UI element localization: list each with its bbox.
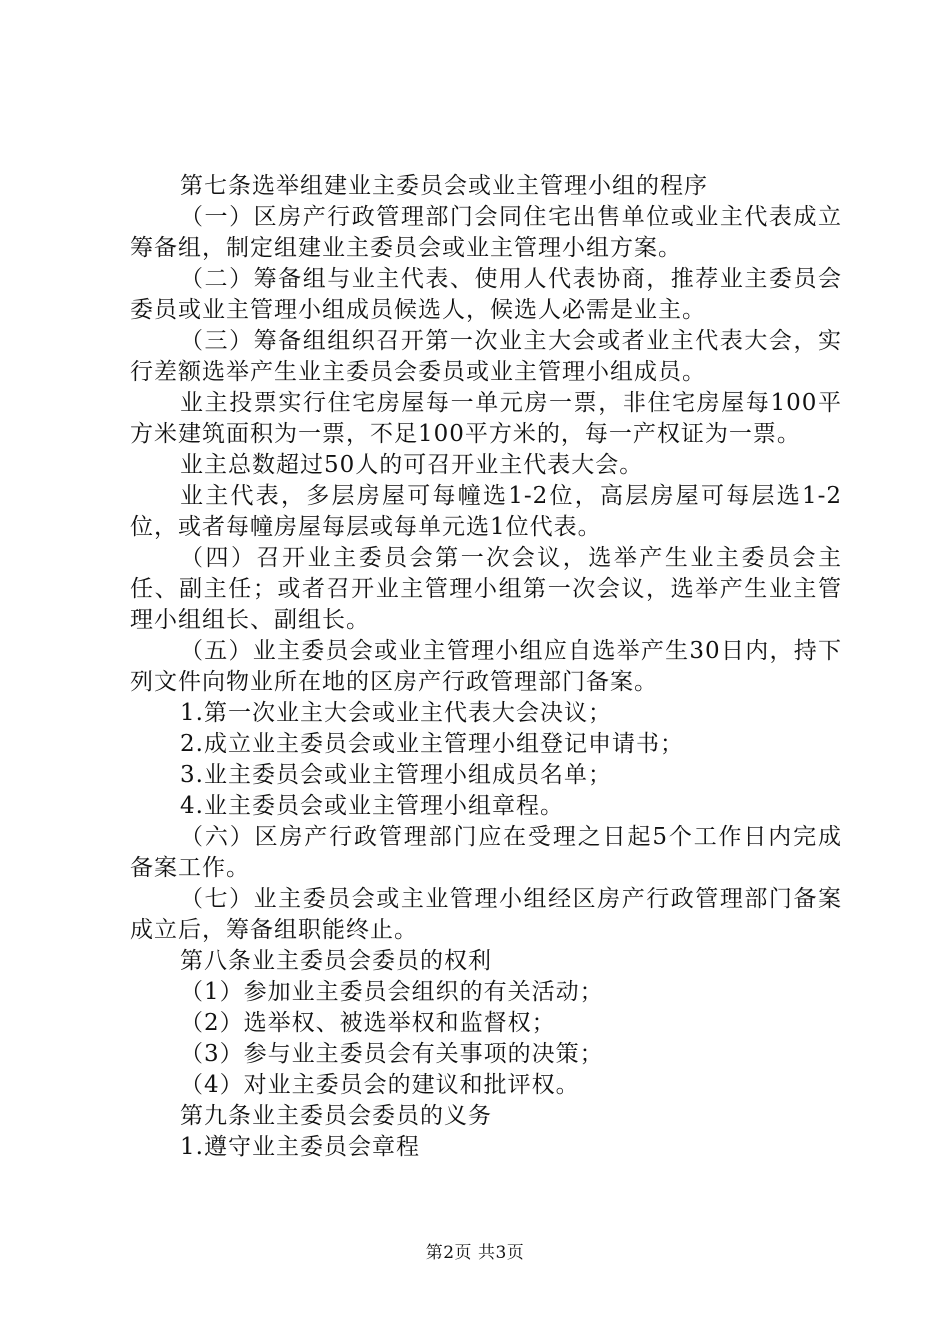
filing-document-1: 1.第一次业主大会或业主代表大会决议； [180, 700, 612, 726]
article-8-right-3: （3）参与业主委员会有关事项的决策； [180, 1041, 604, 1067]
article-8-right-1: （1）参加业主委员会组织的有关活动； [180, 979, 604, 1005]
representative-selection-paragraph: 业主代表，多层房屋可每幢选1-2位，高层房屋可每层选1-2位，或者每幢房屋每层或每单元选1位代表。 [130, 483, 842, 540]
article-9-heading: 第九条业主委员会委员的义务 [180, 1103, 492, 1129]
article-8-right-2: （2）选举权、被选举权和监督权； [180, 1010, 556, 1036]
filing-document-4: 4.业主委员会或业主管理小组章程。 [180, 793, 564, 819]
article-7-item-1: （一）区房产行政管理部门会同住宅出售单位或业主代表成立筹备组，制定组建业主委员会或业主管理小组方案。 [130, 204, 842, 261]
voting-rule-paragraph: 业主投票实行住宅房屋每一单元房一票，非住宅房屋每100平方米建筑面积为一票，不足100平方米的，每一产权证为一票。 [130, 390, 842, 447]
filing-document-2: 2.成立业主委员会或业主管理小组登记申请书； [180, 731, 684, 757]
article-7-item-4: （四）召开业主委员会第一次会议，选举产生业主委员会主任、副主任；或者召开业主管理小组第一次会议，选举产生业主管理小组组长、副组长。 [130, 545, 842, 633]
article-9-duty-1: 1.遵守业主委员会章程 [180, 1134, 420, 1160]
article-7-item-2: （二）筹备组与业主代表、使用人代表协商，推荐业主委员会委员或业主管理小组成员候选人，候选人必需是业主。 [130, 266, 842, 323]
article-7-item-7: （七）业主委员会或主业管理小组经区房产行政管理部门备案成立后，筹备组职能终止。 [130, 886, 842, 943]
article-7-heading: 第七条选举组建业主委员会或业主管理小组的程序 [180, 173, 708, 199]
article-8-right-4: （4）对业主委员会的建议和批评权。 [180, 1072, 580, 1098]
page-number-footer: 第2页 共3页 [425, 1243, 525, 1263]
article-7-item-5: （五）业主委员会或业主管理小组应自选举产生30日内，持下列文件向物业所在地的区房产行政管理部门备案。 [130, 638, 842, 695]
document-body [130, 171, 842, 1163]
article-7-item-6: （六）区房产行政管理部门应在受理之日起5个工作日内完成备案工作。 [130, 824, 842, 881]
filing-document-3: 3.业主委员会或业主管理小组成员名单； [180, 762, 612, 788]
article-7-item-3: （三）筹备组组织召开第一次业主大会或者业主代表大会，实行差额选举产生业主委员会委员或业主管理小组成员。 [130, 328, 842, 385]
article-8-heading: 第八条业主委员会委员的权利 [180, 948, 492, 974]
representative-assembly-paragraph: 业主总数超过50人的可召开业主代表大会。 [180, 452, 644, 478]
